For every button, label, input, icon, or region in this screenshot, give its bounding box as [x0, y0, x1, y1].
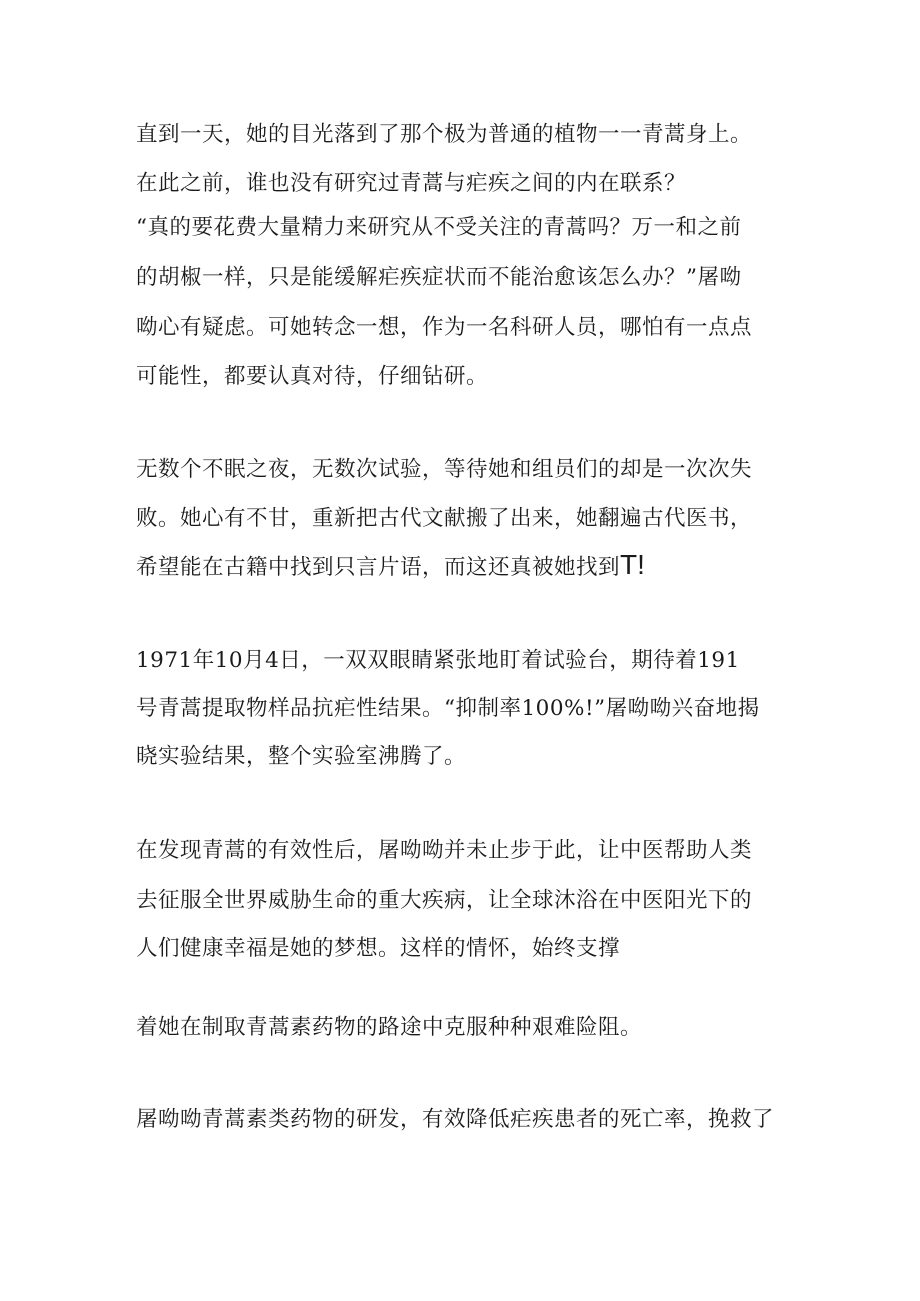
text-line: 着她在制取青蒿素药物的路途中克服种种艰难险阻。 [136, 1015, 643, 1040]
text-line: 人们健康幸福是她的梦想。这样的情怀，始终支撑 [136, 936, 621, 961]
text-line: 在发现青蒿的有效性后，屠呦呦并未止步于此，让中医帮助人类 [136, 838, 753, 863]
text-line: 屠呦呦青蒿素类药物的研发，有效降低疟疾患者的死亡率，挽救了 [136, 1107, 775, 1132]
text-line: “真的要花费大量精力来研究从不受关注的青蒿吗？万一和之前 [136, 215, 742, 240]
text-line: 的胡椒一样，只是能缓解疟疾症状而不能治愈该怎么办？”屠呦 [136, 265, 742, 290]
text-line: 败。她心有不甘，重新把古代文献搬了出来，她翻遍古代医书， [136, 506, 753, 531]
text-line: 呦心有疑虑。可她转念一想，作为一名科研人员，哪怕有一点点 [136, 315, 753, 340]
text-line [136, 550, 796, 583]
text-segment: 希望能在古籍中找到只言片语，而这还真被她找到 [136, 555, 621, 580]
text-segment-large: T! [620, 549, 645, 580]
text-line: 可能性，都要认真对待，仔细钻研。 [136, 364, 489, 389]
text-line: 号青蒿提取物样品抗疟性结果。“抑制率100%!”屠呦呦兴奋地揭 [136, 696, 760, 721]
text-line: 无数个不眠之夜，无数次试验，等待她和组员们的却是一次次失 [136, 457, 753, 482]
text-line: 晓实验结果，整个实验室沸腾了。 [136, 744, 467, 769]
text-line: 去征服全世界威胁生命的重大疾病，让全球沐浴在中医阳光下的 [136, 888, 753, 913]
text-line: 在此之前，谁也没有研究过青蒿与疟疾之间的内在联系？ [136, 171, 687, 196]
text-line: 直到一天，她的目光落到了那个极为普通的植物一一青蒿身上。 [136, 122, 753, 147]
text-line: 1971年10月4日，一双双眼睛紧张地盯着试验台，期待着191 [136, 648, 740, 673]
